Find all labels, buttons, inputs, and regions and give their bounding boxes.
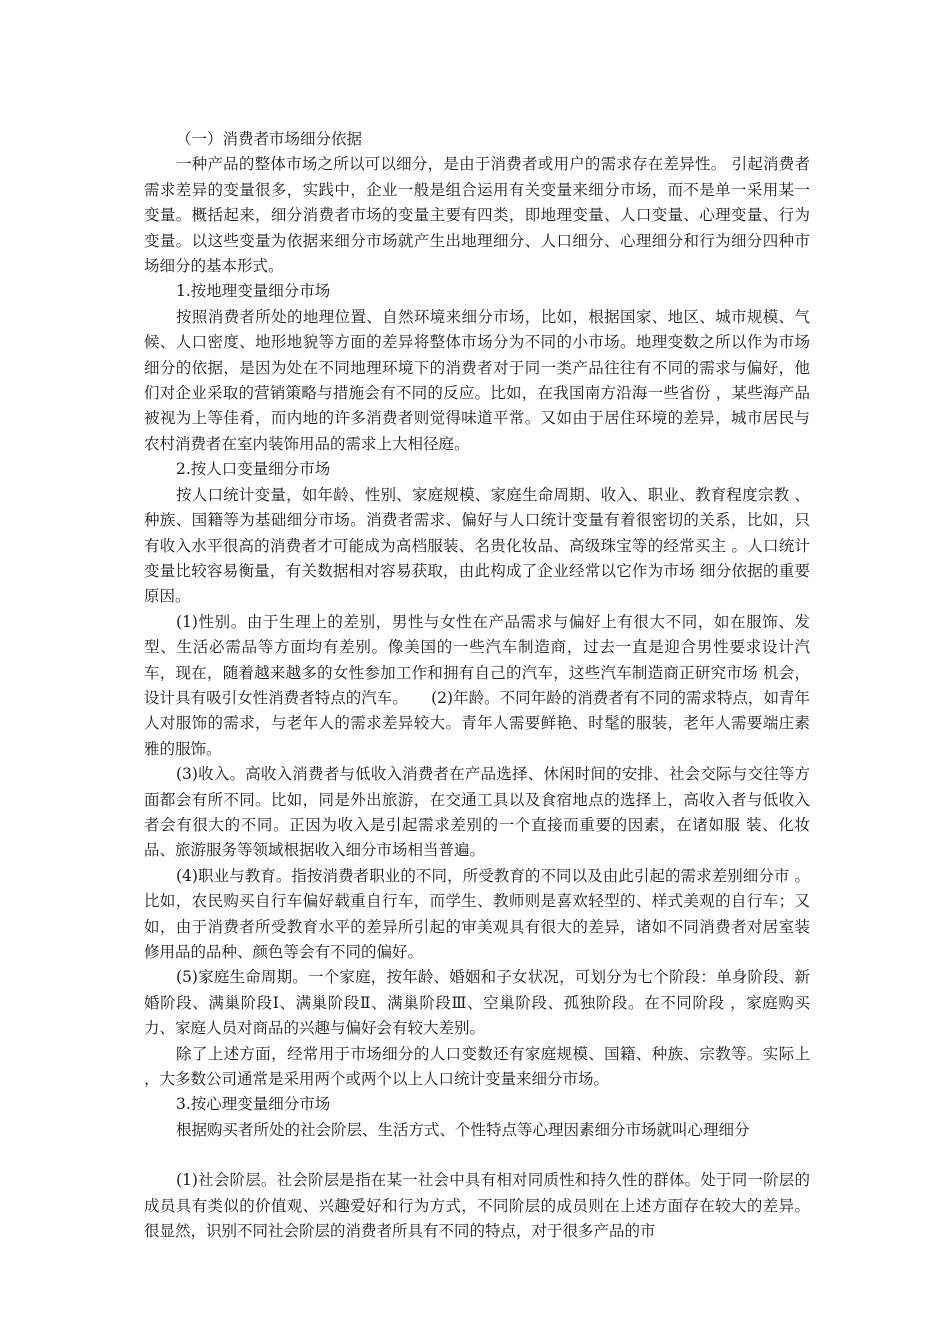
paragraph: (5)家庭生命周期。一个家庭，按年龄、婚姻和子女状况，可划分为七个阶段：单身阶段、新婚阶段、满巢阶段Ⅰ、满巢阶段Ⅱ、满巢阶段Ⅲ、空巢阶段、孤独阶段。在不同阶段 ，家庭购买力、家庭人员对商品的兴趣与偏好会有较大差别。 (144, 968, 810, 1038)
paragraph: 一种产品的整体市场之所以可以细分，是由于消费者或用户的需求存在差异性。 引起消费者需求差异的变量很多，实践中，企业一般是组合运用有关变量来细分市场，而不是单一采用某一变量。概括起来，细分消费者市场的变量主要有四类，即地理变量、人口变量、心理变量、行为变量。以这些变量为依据来细分市场就产生出地理细分、人口细分、心理细分和行为细分四种市场细分的基本形式。 (144, 155, 810, 276)
paragraph: (3)收入。高收入消费者与低收入消费者在产品选择、休闲时间的安排、社会交际与交往等方面都会有所不同。比如，同是外出旅游，在交通工具以及食宿地点的选择上，高收入者与低收入者会有很大的不同。正因为收入是引起需求差别的一个直接而重要的因素，在诸如服 装、化妆品、旅游服务等领域根据收入细分市场相当普遍。 (144, 765, 810, 860)
document-page (144, 127, 810, 1244)
paragraph: (4)职业与教育。指按消费者职业的不同，所受教育的不同以及由此引起的需求差别细分市 。比如，农民购买自行车偏好载重自行车，而学生、教师则是喜欢轻型的、样式美观的自行车；又如，由于消费者所受教育水平的差异所引起的审美观具有很大的差异，诸如不同消费者对居室装修用品的品种、颜色等会有不同的偏好。 (144, 866, 810, 961)
paragraph: (1)社会阶层。社会阶层是指在某一社会中具有相对同质性和持久性的群体。处于同一阶层的成员具有类似的价值观、兴趣爱好和行为方式，不同阶层的成员则在上述方面存在较大的差异。很显然，识别不同社会阶层的消费者所具有不同的特点，对于很多产品的市 (144, 1171, 810, 1241)
subsection-heading: 2.按人口变量细分市场 (176, 460, 331, 479)
paragraph: 根据购买者所处的社会阶层、生活方式、个性特点等心理因素细分市场就叫心理细分 (176, 1120, 750, 1139)
section-heading: （一）消费者市场细分依据 (176, 130, 363, 148)
paragraph: 按照消费者所处的地理位置、自然环境来细分市场，比如，根据国家、地区、城市规模、气候、人口密度、地形地貌等方面的差异将整体市场分为不同的小市场。地理变数之所以作为市场细分的依据，是因为处在不同地理环境下的消费者对于同一类产品往往有不同的需求与偏好，他们对企业采取的营销策略与措施会有不同的反应。比如，在我国南方沿海一些省份 ，某些海产品被视为上等佳肴，而内地的许多消费者则觉得味道平常。又如由于居住环境的差异，城市居民与农村消费者在室内装饰用品的需求上大相径庭。 (144, 307, 810, 453)
blank-line (144, 1143, 810, 1168)
subsection-heading: 3.按心理变量细分市场 (176, 1095, 331, 1114)
subsection-heading: 1.按地理变量细分市场 (176, 282, 331, 301)
paragraph: (1)性别。由于生理上的差别，男性与女性在产品需求与偏好上有很大不同，如在服饰、发 型、生活必需品等方面均有差别。像美国的一些汽车制造商，过去一直是迎合男性要求设计汽车，现在，随着越来越多的女性参加工作和拥有自己的汽车，这些汽车制造商正研究市场 机会，设计具有吸引女性消费者特点的汽车。 (2)年龄。不同年龄的消费者有不同的需求特点，如青年人对服饰的需求，与老年人的需求差异较大。青年人需要鲜艳、时髦的服装，老年人需要端庄素雅的服饰。 (144, 612, 810, 758)
paragraph: 按人口统计变量，如年龄、性别、家庭规模、家庭生命周期、收入、职业、教育程度宗教 、种族、国籍等为基础细分市场。消费者需求、偏好与人口统计变量有着很密切的关系，比如，只有收入水平很高的消费者才可能成为高档服装、名贵化妆品、高级珠宝等的经常买主 。人口统计变量比较容易衡量，有关数据相对容易获取，由此构成了企业经常以它作为市场 细分依据的重要原因。 (144, 485, 810, 606)
paragraph: 除了上述方面，经常用于市场细分的人口变数还有家庭规模、国籍、种族、宗教等。实际上 ，大多数公司通常是采用两个或两个以上人口统计变量来细分市场。 (144, 1044, 810, 1089)
